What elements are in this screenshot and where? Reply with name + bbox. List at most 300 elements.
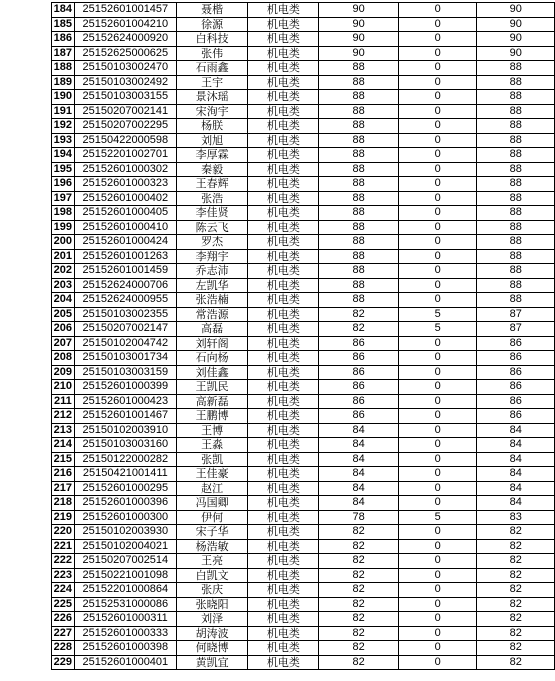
bonus-score: 0 bbox=[398, 380, 477, 395]
total-score: 86 bbox=[477, 394, 555, 409]
bonus-score: 5 bbox=[398, 307, 477, 322]
exam-score: 78 bbox=[319, 510, 398, 525]
total-score: 88 bbox=[477, 206, 555, 221]
row-number: 228 bbox=[52, 641, 75, 656]
major-category: 机电类 bbox=[248, 206, 319, 221]
candidate-id: 25150422000598 bbox=[74, 133, 176, 148]
row-number: 198 bbox=[52, 206, 75, 221]
table-row bbox=[52, 3, 555, 18]
candidate-id: 25152201000864 bbox=[74, 583, 176, 598]
major-category: 机电类 bbox=[248, 3, 319, 18]
total-score: 82 bbox=[477, 612, 555, 627]
candidate-name: 石向杨 bbox=[177, 351, 248, 366]
row-number: 204 bbox=[52, 293, 75, 308]
major-category: 机电类 bbox=[248, 496, 319, 511]
major-category: 机电类 bbox=[248, 133, 319, 148]
candidate-name: 王凯民 bbox=[177, 380, 248, 395]
bonus-score: 0 bbox=[398, 394, 477, 409]
total-score: 87 bbox=[477, 322, 555, 337]
major-category: 机电类 bbox=[248, 278, 319, 293]
table-row bbox=[52, 525, 555, 540]
row-number: 195 bbox=[52, 162, 75, 177]
row-number: 196 bbox=[52, 177, 75, 192]
row-number: 216 bbox=[52, 467, 75, 482]
table-row bbox=[52, 351, 555, 366]
bonus-score: 0 bbox=[398, 235, 477, 250]
candidate-id: 25152601000401 bbox=[74, 655, 176, 670]
table-row bbox=[52, 61, 555, 76]
candidate-name: 黄凯宜 bbox=[177, 655, 248, 670]
candidate-name: 刘轩阁 bbox=[177, 336, 248, 351]
candidate-id: 25150122000282 bbox=[74, 452, 176, 467]
row-number: 194 bbox=[52, 148, 75, 163]
bonus-score: 0 bbox=[398, 496, 477, 511]
bonus-score: 0 bbox=[398, 206, 477, 221]
candidate-id: 25152601000323 bbox=[74, 177, 176, 192]
bonus-score: 0 bbox=[398, 162, 477, 177]
table-row bbox=[52, 90, 555, 105]
total-score: 88 bbox=[477, 249, 555, 264]
row-number: 229 bbox=[52, 655, 75, 670]
bonus-score: 0 bbox=[398, 75, 477, 90]
candidate-name: 张浩 bbox=[177, 191, 248, 206]
table-row bbox=[52, 75, 555, 90]
total-score: 82 bbox=[477, 568, 555, 583]
exam-score: 88 bbox=[319, 293, 398, 308]
table-row bbox=[52, 539, 555, 554]
candidate-id: 25150102004021 bbox=[74, 539, 176, 554]
candidate-name: 李翔宇 bbox=[177, 249, 248, 264]
bonus-score: 0 bbox=[398, 452, 477, 467]
exam-score: 88 bbox=[319, 148, 398, 163]
score-table bbox=[51, 2, 555, 670]
candidate-name: 杨浩敏 bbox=[177, 539, 248, 554]
major-category: 机电类 bbox=[248, 438, 319, 453]
candidate-name: 乔志沛 bbox=[177, 264, 248, 279]
candidate-name: 宋洵宇 bbox=[177, 104, 248, 119]
total-score: 88 bbox=[477, 61, 555, 76]
exam-score: 82 bbox=[319, 568, 398, 583]
total-score: 88 bbox=[477, 133, 555, 148]
candidate-name: 伊何 bbox=[177, 510, 248, 525]
bonus-score: 0 bbox=[398, 264, 477, 279]
major-category: 机电类 bbox=[248, 394, 319, 409]
table-row bbox=[52, 133, 555, 148]
major-category: 机电类 bbox=[248, 61, 319, 76]
bonus-score: 0 bbox=[398, 3, 477, 18]
candidate-name: 白科技 bbox=[177, 32, 248, 47]
candidate-name: 秦毅 bbox=[177, 162, 248, 177]
row-number: 208 bbox=[52, 351, 75, 366]
candidate-id: 25152601004210 bbox=[74, 17, 176, 32]
major-category: 机电类 bbox=[248, 17, 319, 32]
total-score: 88 bbox=[477, 220, 555, 235]
total-score: 90 bbox=[477, 17, 555, 32]
bonus-score: 0 bbox=[398, 626, 477, 641]
candidate-id: 25152624000706 bbox=[74, 278, 176, 293]
table-row bbox=[52, 597, 555, 612]
candidate-id: 25152625000625 bbox=[74, 46, 176, 61]
total-score: 86 bbox=[477, 351, 555, 366]
row-number: 225 bbox=[52, 597, 75, 612]
bonus-score: 0 bbox=[398, 554, 477, 569]
table-row bbox=[52, 278, 555, 293]
table-row bbox=[52, 17, 555, 32]
bonus-score: 0 bbox=[398, 525, 477, 540]
table-row bbox=[52, 307, 555, 322]
exam-score: 90 bbox=[319, 32, 398, 47]
total-score: 86 bbox=[477, 365, 555, 380]
row-number: 214 bbox=[52, 438, 75, 453]
exam-score: 82 bbox=[319, 597, 398, 612]
bonus-score: 0 bbox=[398, 220, 477, 235]
exam-score: 84 bbox=[319, 481, 398, 496]
major-category: 机电类 bbox=[248, 597, 319, 612]
candidate-id: 25150207002514 bbox=[74, 554, 176, 569]
candidate-name: 徐源 bbox=[177, 17, 248, 32]
row-number: 184 bbox=[52, 3, 75, 18]
row-number: 203 bbox=[52, 278, 75, 293]
total-score: 88 bbox=[477, 119, 555, 134]
total-score: 83 bbox=[477, 510, 555, 525]
bonus-score: 0 bbox=[398, 17, 477, 32]
candidate-name: 宋子华 bbox=[177, 525, 248, 540]
major-category: 机电类 bbox=[248, 191, 319, 206]
row-number: 188 bbox=[52, 61, 75, 76]
major-category: 机电类 bbox=[248, 220, 319, 235]
candidate-name: 赵江 bbox=[177, 481, 248, 496]
bonus-score: 0 bbox=[398, 423, 477, 438]
candidate-name: 王博 bbox=[177, 423, 248, 438]
exam-score: 84 bbox=[319, 423, 398, 438]
candidate-id: 25150103001734 bbox=[74, 351, 176, 366]
table-row bbox=[52, 467, 555, 482]
table-row bbox=[52, 119, 555, 134]
candidate-name: 张庆 bbox=[177, 583, 248, 598]
total-score: 88 bbox=[477, 90, 555, 105]
major-category: 机电类 bbox=[248, 380, 319, 395]
table-row bbox=[52, 380, 555, 395]
candidate-id: 25152601000302 bbox=[74, 162, 176, 177]
table-row bbox=[52, 394, 555, 409]
bonus-score: 0 bbox=[398, 278, 477, 293]
exam-score: 86 bbox=[319, 351, 398, 366]
major-category: 机电类 bbox=[248, 336, 319, 351]
candidate-id: 25150103002355 bbox=[74, 307, 176, 322]
bonus-score: 5 bbox=[398, 510, 477, 525]
row-number: 220 bbox=[52, 525, 75, 540]
bonus-score: 0 bbox=[398, 365, 477, 380]
major-category: 机电类 bbox=[248, 32, 319, 47]
exam-score: 82 bbox=[319, 626, 398, 641]
exam-score: 86 bbox=[319, 365, 398, 380]
bonus-score: 0 bbox=[398, 32, 477, 47]
exam-score: 86 bbox=[319, 380, 398, 395]
bonus-score: 0 bbox=[398, 177, 477, 192]
candidate-name: 王淼 bbox=[177, 438, 248, 453]
candidate-name: 常浩源 bbox=[177, 307, 248, 322]
total-score: 84 bbox=[477, 423, 555, 438]
row-number: 222 bbox=[52, 554, 75, 569]
candidate-name: 聂楷 bbox=[177, 3, 248, 18]
bonus-score: 0 bbox=[398, 438, 477, 453]
candidate-name: 刘旭 bbox=[177, 133, 248, 148]
row-number: 217 bbox=[52, 481, 75, 496]
candidate-name: 王佳豪 bbox=[177, 467, 248, 482]
bonus-score: 0 bbox=[398, 612, 477, 627]
table-row bbox=[52, 568, 555, 583]
exam-score: 82 bbox=[319, 539, 398, 554]
bonus-score: 0 bbox=[398, 336, 477, 351]
candidate-id: 25152624000955 bbox=[74, 293, 176, 308]
candidate-name: 景沐瑶 bbox=[177, 90, 248, 105]
exam-score: 90 bbox=[319, 17, 398, 32]
candidate-id: 25150207002147 bbox=[74, 322, 176, 337]
major-category: 机电类 bbox=[248, 583, 319, 598]
exam-score: 82 bbox=[319, 612, 398, 627]
score-table-body bbox=[52, 3, 555, 670]
candidate-name: 王宇 bbox=[177, 75, 248, 90]
bonus-score: 5 bbox=[398, 322, 477, 337]
candidate-name: 王亮 bbox=[177, 554, 248, 569]
bonus-score: 0 bbox=[398, 641, 477, 656]
candidate-name: 何晓博 bbox=[177, 641, 248, 656]
candidate-name: 刘泽 bbox=[177, 612, 248, 627]
exam-score: 90 bbox=[319, 3, 398, 18]
exam-score: 88 bbox=[319, 278, 398, 293]
table-row bbox=[52, 220, 555, 235]
total-score: 88 bbox=[477, 177, 555, 192]
total-score: 82 bbox=[477, 655, 555, 670]
table-row bbox=[52, 32, 555, 47]
total-score: 88 bbox=[477, 162, 555, 177]
row-number: 205 bbox=[52, 307, 75, 322]
total-score: 86 bbox=[477, 336, 555, 351]
total-score: 82 bbox=[477, 626, 555, 641]
major-category: 机电类 bbox=[248, 351, 319, 366]
table-row bbox=[52, 481, 555, 496]
exam-score: 82 bbox=[319, 583, 398, 598]
candidate-id: 25150103003159 bbox=[74, 365, 176, 380]
exam-score: 88 bbox=[319, 235, 398, 250]
candidate-name: 张凯 bbox=[177, 452, 248, 467]
major-category: 机电类 bbox=[248, 481, 319, 496]
row-number: 192 bbox=[52, 119, 75, 134]
bonus-score: 0 bbox=[398, 90, 477, 105]
table-row bbox=[52, 641, 555, 656]
exam-score: 88 bbox=[319, 191, 398, 206]
exam-score: 86 bbox=[319, 336, 398, 351]
candidate-id: 25152601000402 bbox=[74, 191, 176, 206]
row-number: 219 bbox=[52, 510, 75, 525]
row-number: 224 bbox=[52, 583, 75, 598]
table-row bbox=[52, 655, 555, 670]
row-number: 207 bbox=[52, 336, 75, 351]
major-category: 机电类 bbox=[248, 539, 319, 554]
candidate-id: 25150207002141 bbox=[74, 104, 176, 119]
row-number: 193 bbox=[52, 133, 75, 148]
exam-score: 88 bbox=[319, 75, 398, 90]
candidate-id: 25150102004742 bbox=[74, 336, 176, 351]
major-category: 机电类 bbox=[248, 75, 319, 90]
total-score: 82 bbox=[477, 583, 555, 598]
exam-score: 84 bbox=[319, 452, 398, 467]
candidate-id: 25152601000311 bbox=[74, 612, 176, 627]
total-score: 84 bbox=[477, 452, 555, 467]
table-row bbox=[52, 365, 555, 380]
exam-score: 82 bbox=[319, 322, 398, 337]
major-category: 机电类 bbox=[248, 365, 319, 380]
exam-score: 84 bbox=[319, 438, 398, 453]
major-category: 机电类 bbox=[248, 568, 319, 583]
candidate-id: 25152624000920 bbox=[74, 32, 176, 47]
candidate-id: 25152601000300 bbox=[74, 510, 176, 525]
major-category: 机电类 bbox=[248, 467, 319, 482]
row-number: 215 bbox=[52, 452, 75, 467]
major-category: 机电类 bbox=[248, 46, 319, 61]
bonus-score: 0 bbox=[398, 61, 477, 76]
table-row bbox=[52, 104, 555, 119]
table-row bbox=[52, 191, 555, 206]
total-score: 88 bbox=[477, 191, 555, 206]
total-score: 87 bbox=[477, 307, 555, 322]
exam-score: 82 bbox=[319, 655, 398, 670]
table-row bbox=[52, 264, 555, 279]
major-category: 机电类 bbox=[248, 409, 319, 424]
bonus-score: 0 bbox=[398, 148, 477, 163]
candidate-id: 25150102003910 bbox=[74, 423, 176, 438]
candidate-name: 杨朕 bbox=[177, 119, 248, 134]
candidate-name: 李佳贤 bbox=[177, 206, 248, 221]
total-score: 88 bbox=[477, 104, 555, 119]
major-category: 机电类 bbox=[248, 626, 319, 641]
exam-score: 84 bbox=[319, 467, 398, 482]
table-row bbox=[52, 452, 555, 467]
table-row bbox=[52, 322, 555, 337]
candidate-name: 张伟 bbox=[177, 46, 248, 61]
candidate-id: 25150103002470 bbox=[74, 61, 176, 76]
major-category: 机电类 bbox=[248, 554, 319, 569]
row-number: 227 bbox=[52, 626, 75, 641]
row-number: 201 bbox=[52, 249, 75, 264]
row-number: 191 bbox=[52, 104, 75, 119]
row-number: 211 bbox=[52, 394, 75, 409]
total-score: 86 bbox=[477, 409, 555, 424]
total-score: 82 bbox=[477, 525, 555, 540]
row-number: 212 bbox=[52, 409, 75, 424]
major-category: 机电类 bbox=[248, 264, 319, 279]
row-number: 218 bbox=[52, 496, 75, 511]
table-row bbox=[52, 235, 555, 250]
table-row bbox=[52, 336, 555, 351]
table-row bbox=[52, 409, 555, 424]
major-category: 机电类 bbox=[248, 293, 319, 308]
candidate-id: 25152601000295 bbox=[74, 481, 176, 496]
candidate-name: 刘佳鑫 bbox=[177, 365, 248, 380]
table-row bbox=[52, 438, 555, 453]
candidate-id: 25152201002701 bbox=[74, 148, 176, 163]
row-number: 206 bbox=[52, 322, 75, 337]
exam-score: 82 bbox=[319, 641, 398, 656]
major-category: 机电类 bbox=[248, 423, 319, 438]
bonus-score: 0 bbox=[398, 293, 477, 308]
exam-score: 88 bbox=[319, 220, 398, 235]
total-score: 82 bbox=[477, 641, 555, 656]
exam-score: 88 bbox=[319, 61, 398, 76]
candidate-id: 25150103003160 bbox=[74, 438, 176, 453]
bonus-score: 0 bbox=[398, 597, 477, 612]
row-number: 185 bbox=[52, 17, 75, 32]
bonus-score: 0 bbox=[398, 481, 477, 496]
candidate-id: 25150103003155 bbox=[74, 90, 176, 105]
candidate-name: 白凯文 bbox=[177, 568, 248, 583]
candidate-id: 25152601001457 bbox=[74, 3, 176, 18]
candidate-name: 高磊 bbox=[177, 322, 248, 337]
candidate-name: 张浩楠 bbox=[177, 293, 248, 308]
candidate-id: 25150103002492 bbox=[74, 75, 176, 90]
candidate-name: 胡涛波 bbox=[177, 626, 248, 641]
candidate-id: 25152601001467 bbox=[74, 409, 176, 424]
total-score: 90 bbox=[477, 32, 555, 47]
exam-score: 88 bbox=[319, 119, 398, 134]
candidate-name: 陈云飞 bbox=[177, 220, 248, 235]
total-score: 90 bbox=[477, 3, 555, 18]
total-score: 84 bbox=[477, 481, 555, 496]
major-category: 机电类 bbox=[248, 452, 319, 467]
candidate-name: 冯国卿 bbox=[177, 496, 248, 511]
bonus-score: 0 bbox=[398, 655, 477, 670]
candidate-name: 张晓阳 bbox=[177, 597, 248, 612]
bonus-score: 0 bbox=[398, 583, 477, 598]
table-row bbox=[52, 162, 555, 177]
exam-score: 88 bbox=[319, 162, 398, 177]
total-score: 84 bbox=[477, 496, 555, 511]
exam-score: 86 bbox=[319, 409, 398, 424]
candidate-name: 高新磊 bbox=[177, 394, 248, 409]
row-number: 186 bbox=[52, 32, 75, 47]
candidate-id: 25152601000424 bbox=[74, 235, 176, 250]
candidate-id: 25152601000333 bbox=[74, 626, 176, 641]
candidate-id: 25152601000410 bbox=[74, 220, 176, 235]
row-number: 187 bbox=[52, 46, 75, 61]
exam-score: 82 bbox=[319, 554, 398, 569]
table-row bbox=[52, 293, 555, 308]
exam-score: 88 bbox=[319, 264, 398, 279]
table-row bbox=[52, 612, 555, 627]
total-score: 88 bbox=[477, 264, 555, 279]
candidate-id: 25152601001263 bbox=[74, 249, 176, 264]
table-row bbox=[52, 177, 555, 192]
row-number: 221 bbox=[52, 539, 75, 554]
candidate-id: 25152601000399 bbox=[74, 380, 176, 395]
bonus-score: 0 bbox=[398, 191, 477, 206]
row-number: 200 bbox=[52, 235, 75, 250]
row-number: 197 bbox=[52, 191, 75, 206]
table-row bbox=[52, 249, 555, 264]
major-category: 机电类 bbox=[248, 235, 319, 250]
exam-score: 88 bbox=[319, 104, 398, 119]
major-category: 机电类 bbox=[248, 322, 319, 337]
table-row bbox=[52, 510, 555, 525]
candidate-id: 25152601001459 bbox=[74, 264, 176, 279]
candidate-name: 王鹏博 bbox=[177, 409, 248, 424]
major-category: 机电类 bbox=[248, 641, 319, 656]
bonus-score: 0 bbox=[398, 467, 477, 482]
table-row bbox=[52, 46, 555, 61]
major-category: 机电类 bbox=[248, 307, 319, 322]
candidate-name: 罗杰 bbox=[177, 235, 248, 250]
total-score: 82 bbox=[477, 554, 555, 569]
